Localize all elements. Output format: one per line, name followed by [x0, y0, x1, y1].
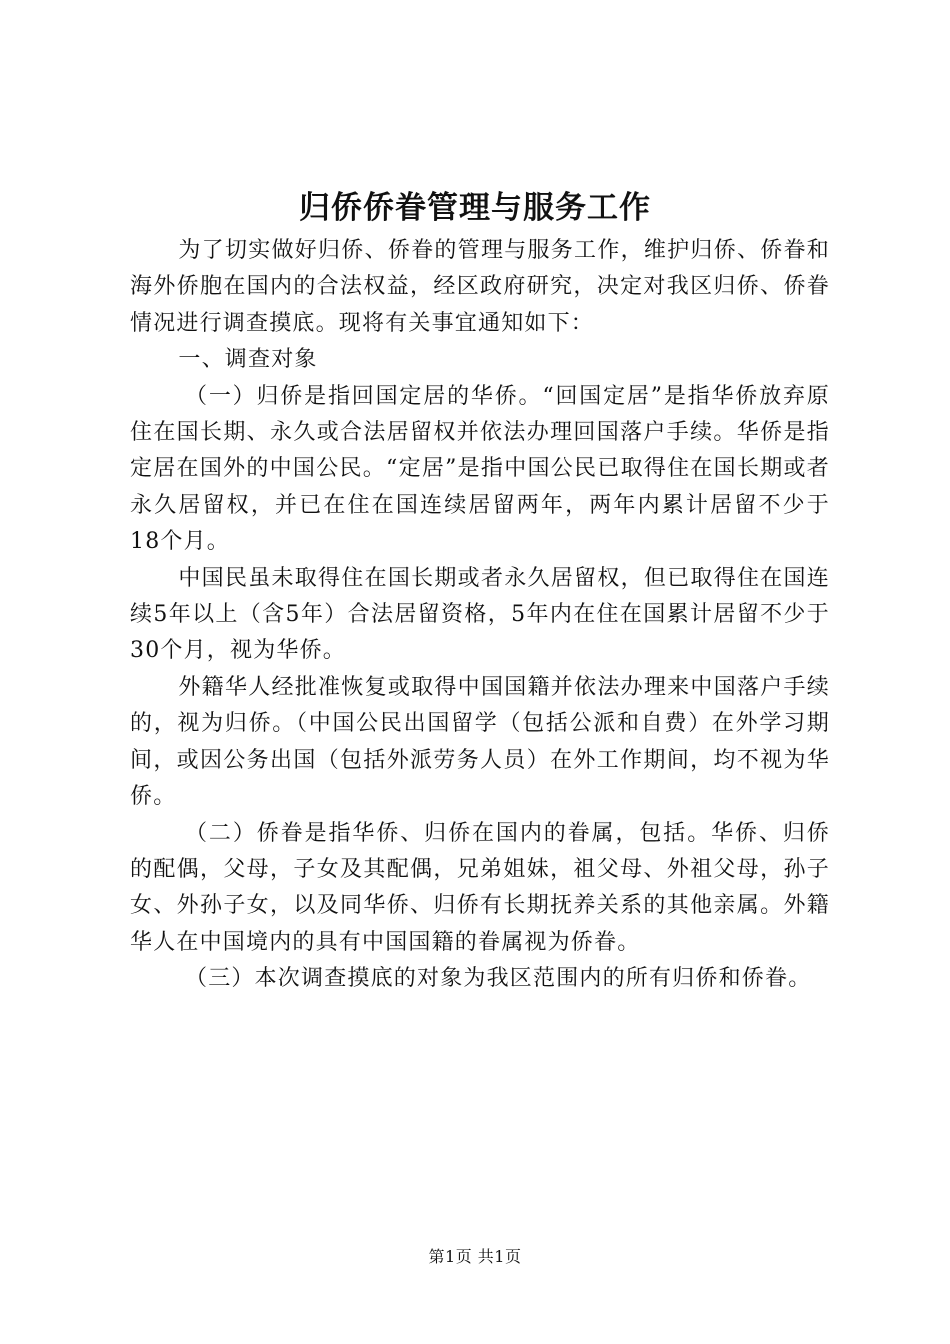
document-body — [130, 233, 830, 998]
page-number-footer: 第1页 共1页 — [428, 1247, 522, 1266]
paragraph-intro: 为了切实做好归侨、侨眷的管理与服务工作，维护归侨、侨眷和海外侨胞在国内的合法权益，经区政府研究，决定对我区归侨、侨眷情况进行调查摸底。现将有关事宜通知如下： — [130, 238, 830, 336]
paragraph-item-1-foreign-chinese: 外籍华人经批准恢复或取得中国国籍并依法办理来中国落户手续的，视为归侨。（中国公民出国留学（包括公派和自费）在外学习期间，或因公务出国（包括外派劳务人员）在外工作期间，均不视为华侨。 — [130, 674, 830, 810]
section-heading-survey-targets: 一、调查对象 — [178, 347, 318, 373]
paragraph-item-1: （一）归侨是指回国定居的华侨。“回国定居”是指华侨放弃原住在国长期、永久或合法居留权并依法办理回国落户手续。华侨是指定居在国外的中国公民。“定居”是指中国公民已取得住在国长期或者永久居留权，并已在住在国连续居留两年，两年内累计居留不少于18个月。 — [130, 383, 830, 555]
paragraph-item-3: （三）本次调查摸底的对象为我区范围内的所有归侨和侨眷。 — [185, 966, 812, 992]
document-title: 归侨侨眷管理与服务工作 — [299, 190, 651, 226]
paragraph-item-1-supplement: 中国民虽未取得住在国长期或者永久居留权，但已取得住在国连续5年以上（含5年）合法居留资格，5年内在住在国累计居留不少于30个月，视为华侨。 — [130, 565, 830, 664]
paragraph-item-2: （二）侨眷是指华侨、归侨在国内的眷属，包括。华侨、归侨的配偶，父母，子女及其配偶，兄弟姐妹，祖父母、外祖父母，孙子女、外孙子女，以及同华侨、归侨有长期抚养关系的其他亲属。外籍华人在中国境内的具有中国国籍的眷属视为侨眷。 — [130, 820, 830, 955]
